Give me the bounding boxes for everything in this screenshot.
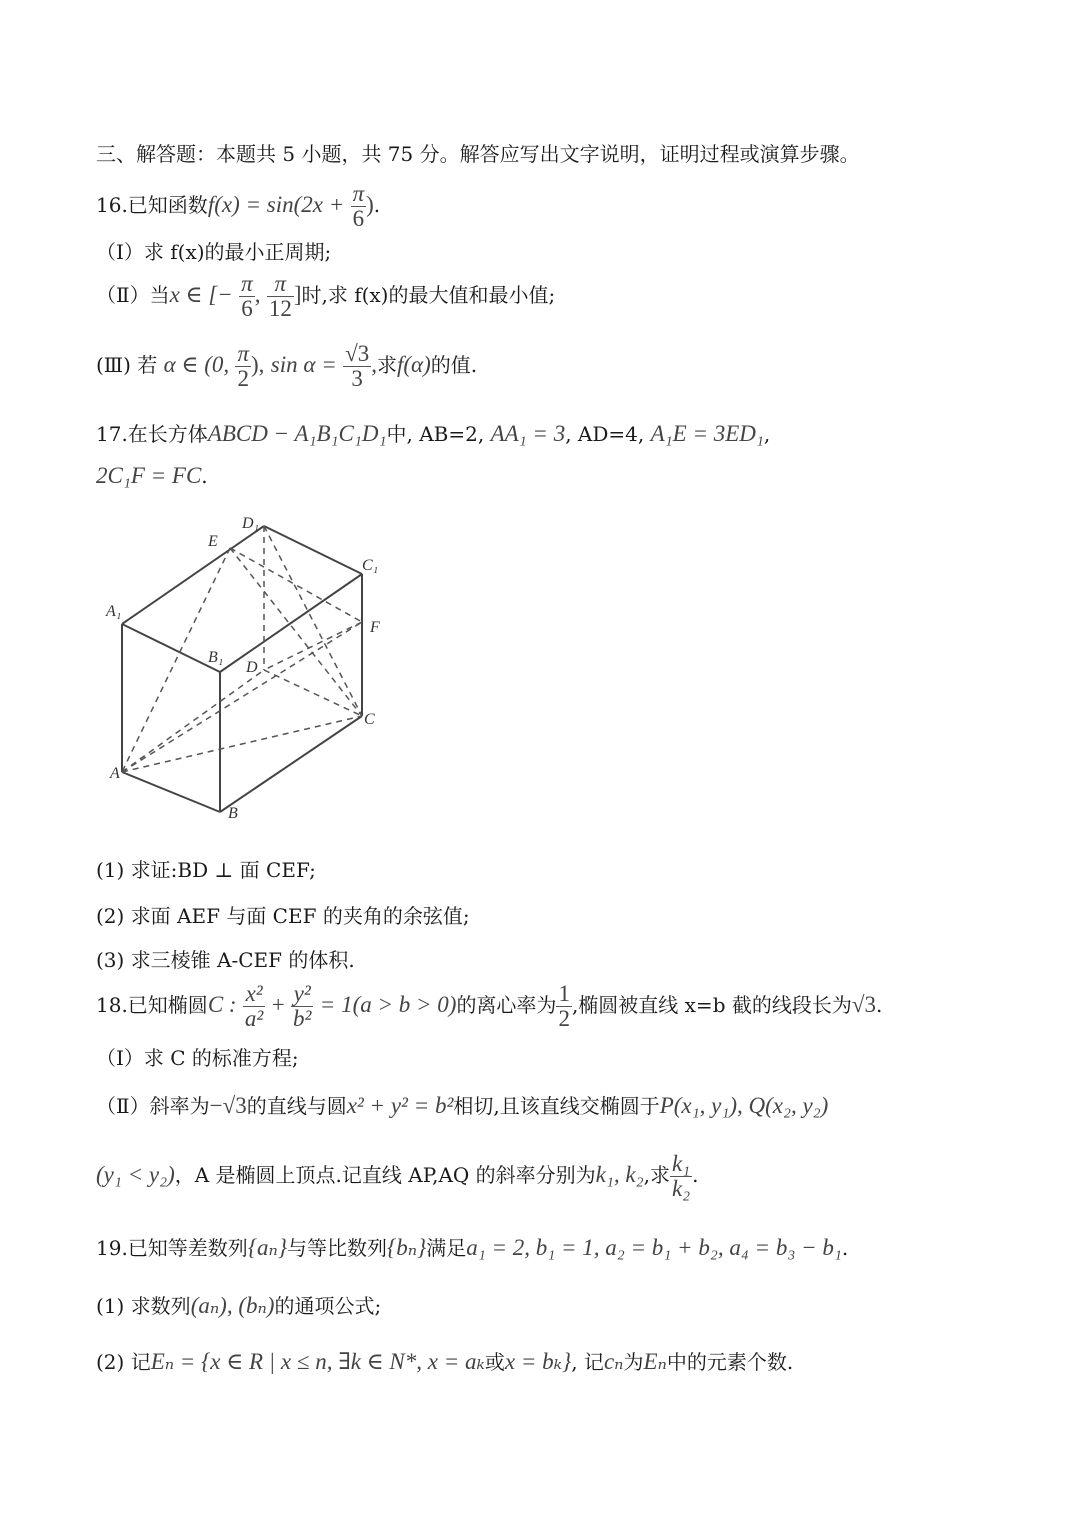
q18-part2-cont: (y₁ < y₂)，A 是椭圆上顶点.记直线 AP,AQ 的斜率分别为k₁, k₂,求 $\frac{\text{k₁}}{\text{k₂}}$ . — [96, 1151, 699, 1201]
label-C: C — [364, 711, 375, 728]
q17-statement-line2: 2C₁F = FC. — [96, 463, 208, 488]
q18-part2: （Ⅱ）斜率为−√3的直线与圆x² + y² = b²相切,且该直线交椭圆于P(x₁, y₁), Q(x₂, y₂) — [96, 1093, 829, 1118]
label-C1: C₁ — [362, 557, 379, 574]
label-D1: D₁ — [242, 515, 260, 532]
label-B1: B₁ — [208, 649, 224, 666]
q16-interval: x ∈ [− — [169, 282, 233, 307]
q16-function: f(x) = sin(2x + — [207, 192, 345, 217]
q16-pi-over-6: $\frac{\pi}{6}$ — [352, 181, 365, 231]
q17-part3: (3) 求三棱锥 A-CEF 的体积. — [96, 948, 355, 972]
q17-part2: (2) 求面 AEF 与面 CEF 的夹角的余弦值; — [96, 904, 470, 928]
q16-part3: (Ⅲ) 若 α ∈ (0, $\frac{\pi}{2}$ ), sin α = $\frac{√3}{3}$ ,求f(α)的值. — [96, 341, 478, 391]
label-A1: A₁ — [106, 603, 122, 620]
label-B: B — [228, 805, 238, 822]
q16-part1: （Ⅰ）求 f(x)的最小正周期; — [96, 240, 332, 264]
label-F: F — [370, 619, 380, 636]
label-E: E — [208, 533, 218, 550]
q17-statement: 17.在长方体ABCD − A₁B₁C₁D₁中, AB=2, AA₁ = 3, AD=4, A₁E = 3ED₁, — [96, 421, 771, 446]
q18-statement: 18.已知椭圆C : $\frac{\text{x²}}{\text{a²}}$ + $\frac{\text{y²}}{\text{b²}}$ = 1(a > b > 0)的离心率为 $\frac{1}{2}$ ,椭圆被直线 x=b 截的线段长为√3. — [96, 981, 883, 1031]
label-D: D — [246, 659, 258, 676]
q16-part2: （Ⅱ）当x ∈ [− $\frac{\pi}{6}$ , $\frac{\pi}{12}$ ]时,求 f(x)的最大值和最小值; — [96, 271, 556, 321]
q19-part1: (1) 求数列(aₙ), (bₙ)的通项公式; — [96, 1293, 382, 1318]
label-A: A — [110, 765, 120, 782]
q16-intro: 16.已知函数 — [96, 193, 208, 217]
q19-part2: (2) 记Eₙ = {x ∈ R | x ≤ n, ∃k ∈ N*, x = aₖ或x = bₖ}, 记cₙ为Eₙ中的元素个数. — [96, 1349, 794, 1374]
q19-statement: 19.已知等差数列{aₙ}与等比数列{bₙ}满足a₁ = 2, b₁ = 1, a₂ = b₁ + b₂, a₄ = b₃ − b₁. — [96, 1235, 849, 1260]
cuboid-figure — [100, 512, 400, 832]
section-header: 三、解答题：本题共 5 小题，共 75 分。解答应写出文字说明，证明过程或演算步骤。 — [96, 142, 860, 166]
q17-part1: (1) 求证:BD ⊥ 面 CEF; — [96, 858, 316, 882]
q18-part1: （Ⅰ）求 C 的标准方程; — [96, 1046, 299, 1070]
q16-statement: 16.已知函数f(x) = sin(2x + $\frac{\pi}{6}$ ). — [96, 181, 381, 231]
